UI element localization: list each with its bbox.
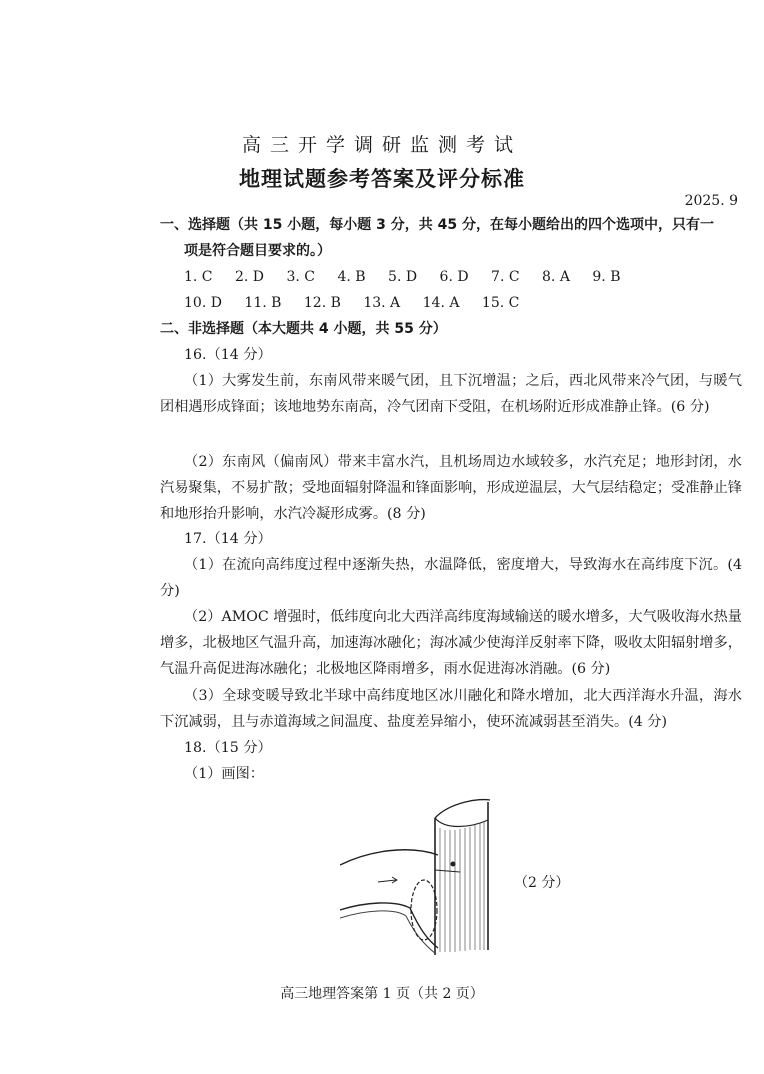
hill-profile [340,850,438,865]
page-footer: 高三地理答案第 1 页（共 2 页） [280,986,484,1002]
answer-4: 4. B [337,269,366,285]
wind-arrow-2 [435,870,460,872]
q17-part3: （3）全球变暖导致北半球中高纬度地区冰川融化和降水增加，北大西洋海水升温，海水下沉减弱，且与赤道海域之间温度、盐度差异缩小，使环流减弱甚至消失。(4 分) [160,688,742,730]
exam-date: 2025. 9 [684,193,738,209]
page-subtitle: 地理试题参考答案及评分标准 [239,167,525,191]
q17-part1: （1）在流向高纬度过程中逐渐失热，水温降低，密度增大，导致海水在高纬度下沉。(4 分) [160,557,742,599]
answer-1: 1. C [184,269,213,285]
answers-row-2 [184,293,537,313]
answer-14: 14. A [422,295,460,311]
q16-label: 16.（14 分） [184,347,272,363]
answer-13: 13. A [363,295,401,311]
q17-label: 17.（14 分） [184,531,272,547]
answer-6: 6. D [439,269,469,285]
q18-part1: （1）画图： [184,766,264,782]
circulation-loop [411,880,437,940]
section1-heading-line2: 项是符合题目要求的。） [184,243,331,259]
circulation-sketch-figure [340,790,500,960]
answer-3: 3. C [286,269,316,285]
section2-heading: 二、非选择题（本大题共 4 小题，共 55 分） [160,321,447,337]
exam-title: 高三开学调研监测考试 [241,134,522,156]
section1-heading-line1: 一、选择题（共 15 小题，每小题 3 分，共 45 分，在每小题给出的四个选项中，只有一 [160,217,714,233]
answer-5: 5. D [388,269,418,285]
figure-score: （2 分） [514,875,570,891]
answer-15: 15. C [481,295,520,311]
answer-10: 10. D [184,295,222,311]
cliff-hatching [440,821,484,952]
q17-part2: （2）AMOC 增强时，低纬度向北大西洋高纬度海域输送的暖水增多，大气吸收海水热量增多，北极地区气温升高，加速海冰融化；海冰减少使海洋反射率下降，吸收太阳辐射增多，气温升高促进海冰融化；北极地区降雨增多，雨水促进海冰消融。(6 分) [160,609,742,677]
answer-11: 11. B [244,295,282,311]
q16-part2: （2）东南风（偏南风）带来丰富水汽，且机场周边水域较多，水汽充足；地形封闭，水汽易聚集，不易扩散；受地面辐射降温和锋面影响，形成逆温层，大气层结稳定；受准静止锋和地形抬升影响，水汽冷凝形成雾。(8 分) [160,454,742,522]
valley-floor-shade [340,911,436,954]
q18-label: 18.（15 分） [184,740,272,756]
answer-7: 7. C [491,269,520,285]
answer-9: 9. B [592,269,621,285]
answers-row-1 [184,267,639,287]
observation-point-marker [451,862,456,867]
cliff-top-edge [435,800,490,818]
answer-2: 2. D [234,269,265,285]
q16-part1: （1）大雾发生前，东南风带来暖气团，且下沉增温；之后，西北风带来冷气团，与暖气团相遇形成锋面；该地地势东南高，冷气团南下受阻，在机场附近形成准静止锋。(6 分) [160,373,742,415]
answer-8: 8. A [542,269,570,285]
answer-12: 12. B [303,295,341,311]
